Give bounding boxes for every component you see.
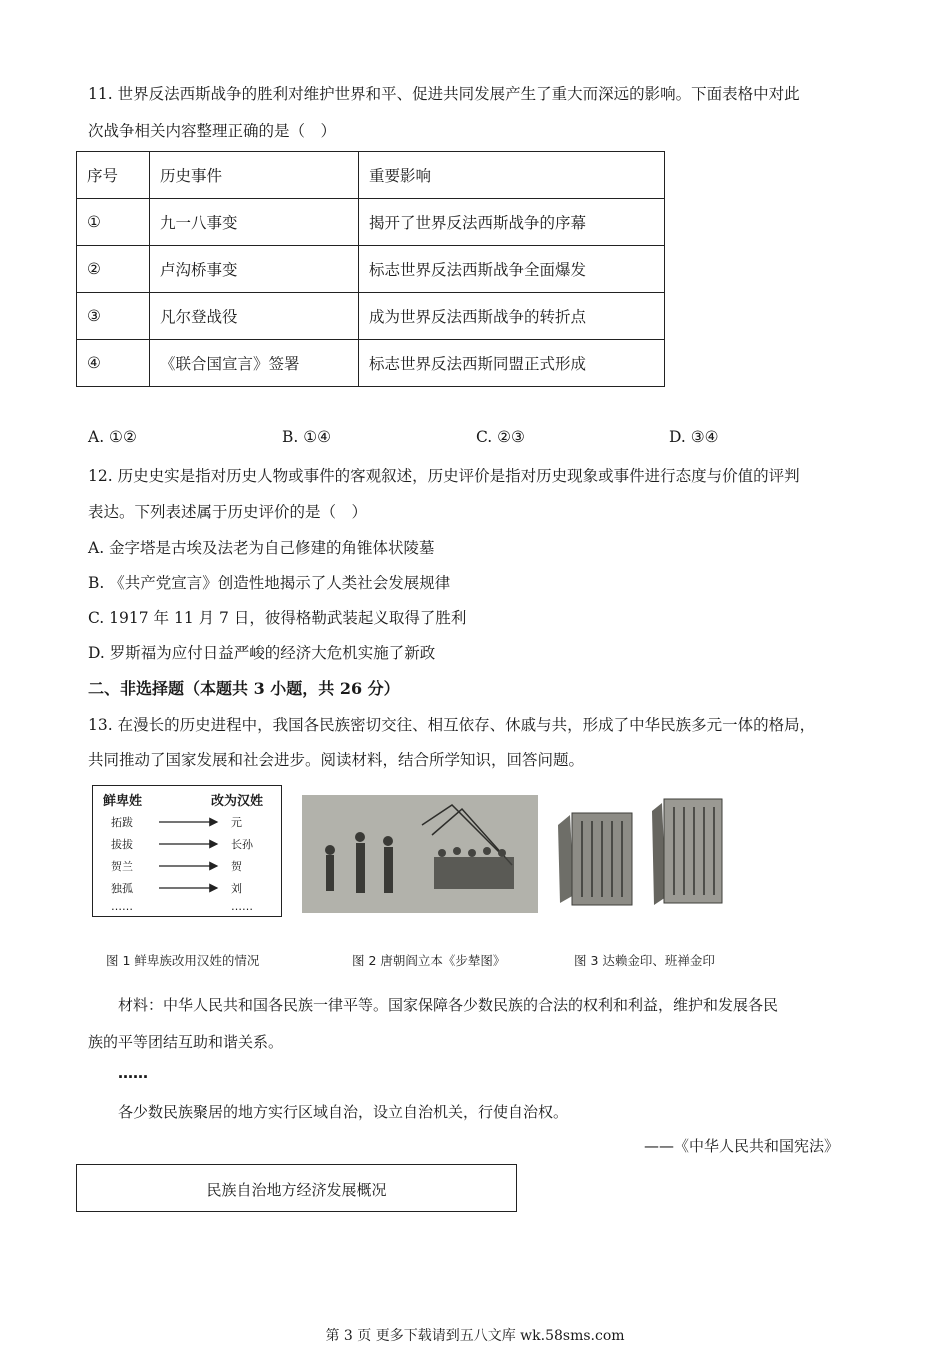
q11-stem-line2: 次战争相关内容整理正确的是（ ） xyxy=(88,122,337,140)
figure1-left-item: 拔拔 xyxy=(111,838,133,851)
q12-option-c[interactable]: C. 1917 年 11 月 7 日，彼得格勒武装起义取得了胜利 xyxy=(88,609,467,627)
figure1-left-item: 贺兰 xyxy=(111,860,133,873)
figure3-golden-seals-image xyxy=(552,785,728,917)
economic-overview-table xyxy=(76,1164,517,1212)
q13-stem-line1: 13. 在漫长的历史进程中，我国各民族密切交往、相互依存、休戚与共，形成了中华民族多元一体的格局， xyxy=(88,716,816,734)
figure1-right-item: …… xyxy=(231,900,253,913)
figure1-right-item: 元 xyxy=(231,816,242,829)
table-row xyxy=(77,199,665,246)
q11-stem-line1: 11. 世界反法西斯战争的胜利对维护世界和平、促进共同发展产生了重大而深远的影响。下面表格中对此 xyxy=(88,85,800,103)
q11-option-b[interactable]: B. ①④ xyxy=(282,428,332,446)
table-cell: 标志世界反法西斯同盟正式形成 xyxy=(359,340,665,387)
table-header-cell: 序号 xyxy=(77,152,150,199)
material-line1: 材料：中华人民共和国各民族一律平等。国家保障各少数民族的合法的权利和利益，维护和发展各民 xyxy=(118,996,779,1014)
q12-option-b[interactable]: B. 《共产党宣言》创造性地揭示了人类社会发展规律 xyxy=(88,574,451,592)
table-cell: 卢沟桥事变 xyxy=(150,246,359,293)
material-line2: 族的平等团结互助和谐关系。 xyxy=(88,1033,284,1051)
figure1-header-left: 鲜卑姓 xyxy=(103,794,143,809)
q11-option-d[interactable]: D. ③④ xyxy=(669,428,719,446)
economic-overview-title: 民族自治地方经济发展概况 xyxy=(206,1181,387,1199)
figure1-right-item: 贺 xyxy=(231,860,242,873)
table-cell: 标志世界反法西斯战争全面爆发 xyxy=(359,246,665,293)
figure1-right-item: 长孙 xyxy=(231,838,253,851)
figure1-left-item: 拓跋 xyxy=(111,816,133,829)
table-cell: ④ xyxy=(77,340,150,387)
q12-option-a[interactable]: A. 金字塔是古埃及法老为自己修建的角锥体状陵墓 xyxy=(88,539,435,557)
table-row xyxy=(77,246,665,293)
table-cell: 凡尔登战役 xyxy=(150,293,359,340)
q12-stem-line2: 表达。下列表述属于历史评价的是（ ） xyxy=(88,503,368,521)
figure2-painting-image xyxy=(302,795,538,913)
table-cell: 成为世界反法西斯战争的转折点 xyxy=(359,293,665,340)
table-header-cell: 历史事件 xyxy=(150,152,359,199)
table-cell: 《联合国宣言》签署 xyxy=(150,340,359,387)
table-cell: ③ xyxy=(77,293,150,340)
figure1-header-right: 改为汉姓 xyxy=(211,794,264,809)
table-row xyxy=(77,340,665,387)
q11-option-c[interactable]: C. ②③ xyxy=(476,428,525,446)
table-cell: ② xyxy=(77,246,150,293)
table-header-cell: 重要影响 xyxy=(359,152,665,199)
table-cell: ① xyxy=(77,199,150,246)
figure1-surname-table xyxy=(92,785,282,917)
figure1-left-item: …… xyxy=(111,900,133,913)
figure1-arrows xyxy=(157,814,227,904)
table-cell: 九一八事变 xyxy=(150,199,359,246)
q11-table xyxy=(76,151,665,387)
figure1-caption: 图 1 鲜卑族改用汉姓的情况 xyxy=(106,953,260,968)
figure2-caption: 图 2 唐朝阎立本《步辇图》 xyxy=(352,953,506,968)
material-line3: 各少数民族聚居的地方实行区域自治，设立自治机关，行使自治权。 xyxy=(118,1103,569,1121)
q11-option-a[interactable]: A. ①② xyxy=(88,428,137,446)
material-ellipsis: …… xyxy=(118,1064,148,1082)
table-row xyxy=(77,293,665,340)
q12-option-d[interactable]: D. 罗斯福为应付日益严峻的经济大危机实施了新政 xyxy=(88,644,436,662)
figure1-left-item: 独孤 xyxy=(111,882,133,895)
section-title: 二、非选择题（本题共 3 小题，共 26 分） xyxy=(88,679,400,698)
q13-stem-line2: 共同推动了国家发展和社会进步。阅读材料，结合所学知识，回答问题。 xyxy=(88,751,585,769)
figure3-caption: 图 3 达赖金印、班禅金印 xyxy=(574,953,715,968)
table-header-row xyxy=(77,152,665,199)
table-cell: 揭开了世界反法西斯战争的序幕 xyxy=(359,199,665,246)
page-footer: 第 3 页 更多下载请到五八文库 wk.58sms.com xyxy=(325,1328,625,1344)
figure1-right-item: 刘 xyxy=(231,882,242,895)
q12-stem-line1: 12. 历史史实是指对历史人物或事件的客观叙述，历史评价是指对历史现象或事件进行态度与价值的评判 xyxy=(88,467,800,485)
material-source: ——《中华人民共和国宪法》 xyxy=(644,1137,840,1155)
